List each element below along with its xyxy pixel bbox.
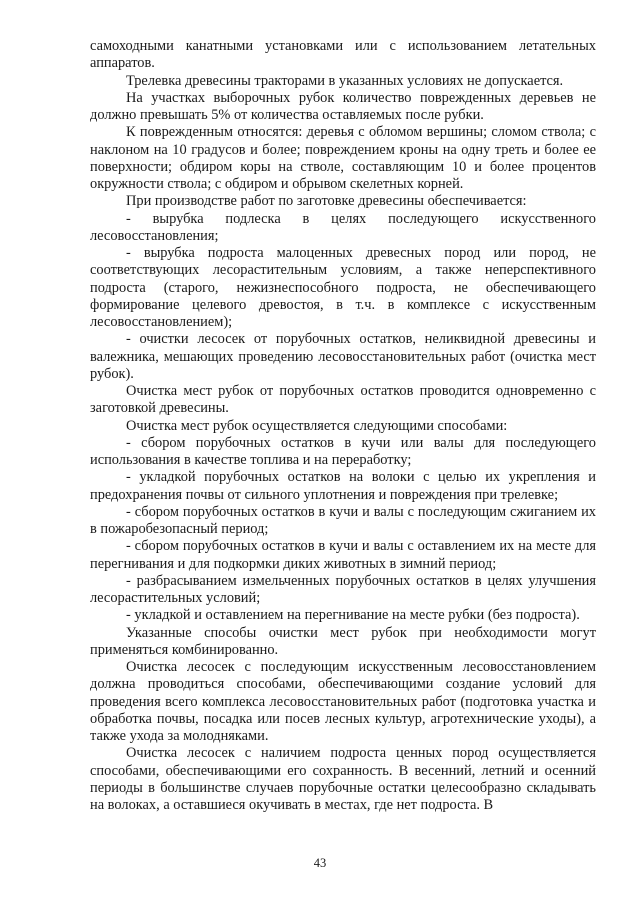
page-number: 43 [313, 856, 327, 870]
paragraph: Указанные способы очистки мест рубок при необходимости могут применяться комбинированно. [90, 624, 596, 658]
list-item: - сбором порубочных остатков в кучи или валы для последующего использования в качестве топлива и на переработку; [90, 434, 596, 468]
list-item: - разбрасыванием измельченных порубочных остатков в целях улучшения лесорастительных условий; [90, 572, 596, 606]
paragraph: Очистка лесосек с последующим искусственным лесовосстановлением должна проводиться способами, обеспечивающими создание условий для проведения всего комплекса лесовосстановительных работ (подготовка участка и обработка почвы, посадка или посев лесных культур, агротехнические уходы), а также ухода за молодняками. [90, 659, 596, 744]
list-item: - очистки лесосек от порубочных остатков, неликвидной древесины и валежника, мешающих проведению лесовосстановительных работ (очистка мест рубок). [90, 331, 596, 382]
paragraph: Очистка мест рубок осуществляется следующими способами: [126, 417, 508, 434]
paragraph: К поврежденным относятся: деревья с обломом вершины; сломом ствола; с наклоном на 10 градусов и более; повреждением кроны на одну треть и более ее поверхности; обдиром коры на стволе, составляющим 10 и более процентов окружности ствола; с обдиром и обрывом скелетных корней. [90, 124, 596, 192]
list-item: - вырубка подроста малоценных древесных пород или пород, не соответствующих лесорастительным условиям, а также неперспективного подроста (старого, нежизнеспособного подроста, не обеспечивающего формирование целевого древостоя, в т.ч. в комплексе с искусственным лесовосстановлением); [90, 245, 596, 330]
list-item: - вырубка подлеска в целях последующего искусственного лесовосстановления; [90, 210, 596, 244]
paragraph: самоходными канатными установками или с использованием летательных аппаратов. [90, 38, 596, 72]
paragraph: При производстве работ по заготовке древесины обеспечивается: [126, 193, 527, 210]
document-body [90, 38, 596, 814]
paragraph: Очистка лесосек с наличием подроста ценных пород осуществляется способами, обеспечивающими его сохранность. В весенний, летний и осенний периоды в большинстве случаев порубочные остатки целесообразно складывать на волоках, а оставшиеся окучивать в местах, где нет подроста. В [90, 745, 596, 813]
paragraph: Очистка мест рубок от порубочных остатков проводится одновременно с заготовкой древесины. [90, 383, 596, 417]
list-item: - укладкой и оставлением на перегнивание на месте рубки (без подроста). [126, 607, 580, 624]
list-item: - сбором порубочных остатков в кучи и валы с оставлением их на месте для перегнивания и для подкормки диких животных в зимний период; [90, 538, 596, 572]
list-item: - сбором порубочных остатков в кучи и валы с последующим сжиганием их в пожаробезопасный период; [90, 503, 596, 537]
list-item: - укладкой порубочных остатков на волоки с целью их укрепления и предохранения почвы от сильного уплотнения и повреждения при трелевке; [90, 469, 596, 503]
paragraph: На участках выборочных рубок количество поврежденных деревьев не должно превышать 5% от количества оставляемых после рубки. [90, 89, 596, 123]
paragraph: Трелевка древесины тракторами в указанных условиях не допускается. [126, 72, 564, 89]
